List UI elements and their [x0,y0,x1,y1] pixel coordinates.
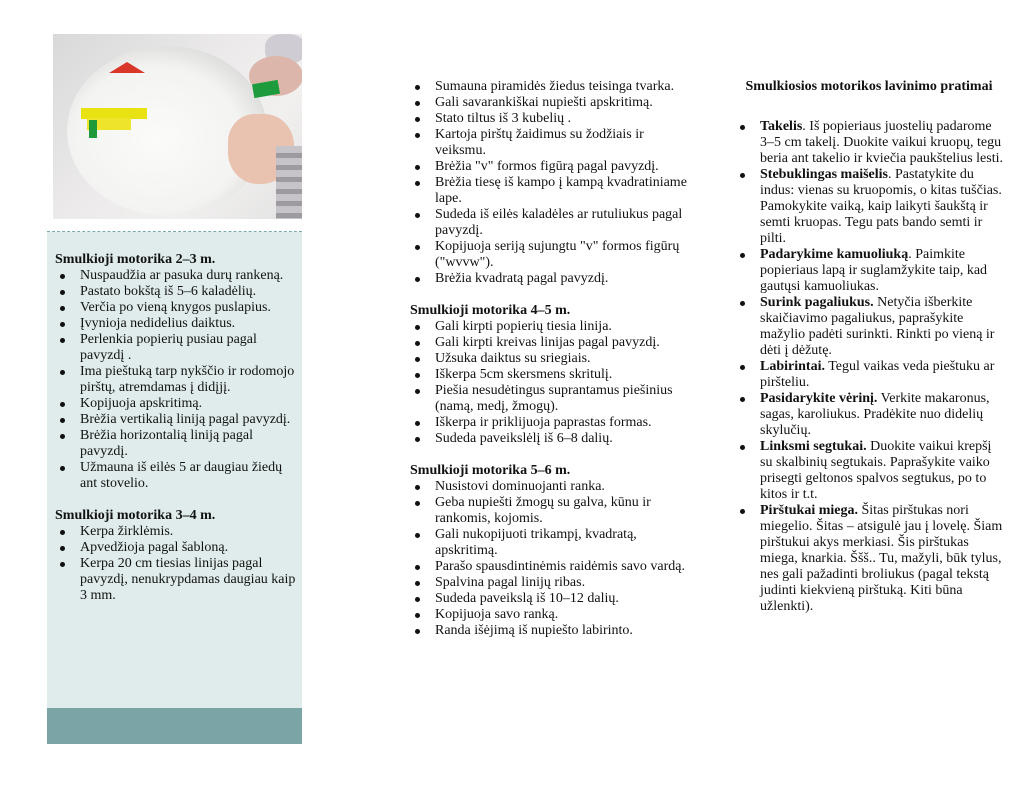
list-item: Gali savarankiškai nupiešti apskritimą. [410,95,690,111]
list-item: Kopijuoja seriją sujungtu "v" formos figūrų ("wvvw"). [410,239,690,271]
list-item: Kopijuoja savo ranką. [410,607,690,623]
exercise-item [735,503,1003,615]
exercise-name: Takelis [760,119,803,134]
list-item: Brėžia tiesę iš kampo į kampą kvadratiniame lape. [410,175,690,207]
list-item: Brėžia horizontalią liniją pagal pavyzdį. [55,428,296,460]
section-heading-5-6: Smulkioji motorika 5–6 m. [410,463,571,478]
list-item: Brėžia "v" formos figūrą pagal pavyzdį. [410,159,690,175]
exercise-item [735,439,1003,503]
exercise-sep: . [887,167,892,182]
exercise-text: Duokite vaikui krepšį su skalbinių segtukais. Paprašykite vaiko prisegti geltonos spalvos segtukus, po to kitos ir t.t. [760,439,992,502]
exercise-name: Pirštukai miega. [760,503,858,518]
exercise-text: Netyčia išberkite skaičiavimo pagaliukus, paprašykite mažylio padėti surinkti. Rinkti po vieną ir dėti į dėžutę. [760,295,995,358]
list-item: Gali kirpti popierių tiesia linija. [410,319,690,335]
exercise-text: Pastatykite du indus: vienas su kruopomis, o kitas tuščias. Pamokykite vaiką, kaip laikyti šaukštą ir semti kruopas. Tegu pats bando semti ir pilti. [760,167,1002,246]
list-item: Perlenkia popierių pusiau pagal pavyzdį . [55,332,296,364]
exercise-name: Surink pagaliukus. [760,295,874,310]
list-3-4 [55,524,296,604]
list-item: Nusistovi dominuojanti ranka. [410,479,690,495]
exercise-name: Stebuklingas maišelis [760,167,888,182]
list-item: Stato tiltus iš 3 kubelių . [410,111,690,127]
exercises-title: Smulkiosios motorikos lavinimo pratimai [745,79,993,94]
exercise-text: . Paimkite popieriaus lapą ir suglamžykite taip, kad gautųsi kamuoliukas. [760,247,988,294]
list-item: Iškerpa ir priklijuoja paprastas formas. [410,415,690,431]
exercise-name: Labirintai. [760,359,825,374]
list-item: Pastato bokštą iš 5–6 kaladėlių. [55,284,296,300]
list-item: Ima pieštuką tarp nykščio ir rodomojo pirštų, atremdamas į didįjį. [55,364,296,396]
list-item: Kerpa žirklėmis. [55,524,296,540]
exercise-item [735,119,1003,167]
exercise-name: Pasidarykite vėrinį. [760,391,878,406]
list-item: Užmauna iš eilės 5 ar daugiau žiedų ant stovelio. [55,460,296,492]
exercise-item [735,167,1003,247]
list-item: Sudeda iš eilės kaladėles ar rutuliukus pagal pavyzdį. [410,207,690,239]
section-heading-2-3: Smulkioji motorika 2–3 m. [55,252,216,267]
exercise-item [735,247,1003,295]
exercise-text: Šitas pirštukas nori miegelio. Šitas – atsigulė jau į lovelę. Šiam pirštukui akys merkiasi. Šis pirštukas miega, knarkia. Ššš.. Tu, mažyli, būk tylus, nes gali pažadinti broliukus (pagal tekstą judinti kiekvieną pirštuką. Kiti būna užlenkti). [760,503,1003,614]
list-item: Brėžia kvadratą pagal pavyzdį. [410,271,690,287]
exercise-text: Verkite makaronus, sagas, karoliukus. Pradėkite nuo didelių skylučių. [760,391,990,438]
list-item: Sumauna piramidės žiedus teisinga tvarka. [410,79,690,95]
list-item: Randa išėjimą iš nupiešto labirinto. [410,623,690,639]
exercise-item [735,391,1003,439]
list-item: Spalvina pagal linijų ribas. [410,575,690,591]
exercise-name: Linksmi segtukai. [760,439,867,454]
list-3-4-continued [410,79,690,287]
section-heading-4-5: Smulkioji motorika 4–5 m. [410,303,571,318]
list-item: Sudeda paveikslėlį iš 6–8 dalių. [410,431,690,447]
left-panel [47,232,302,708]
list-item: Kartoja pirštų žaidimus su žodžiais ir veiksmu. [410,127,690,159]
exercise-name: Padarykime kamuoliuką [760,247,909,262]
list-5-6 [410,479,690,639]
list-item: Įvynioja nedidelius daiktus. [55,316,296,332]
child-hands-plate-photo [53,34,302,219]
right-column [735,79,1003,615]
section-heading-3-4: Smulkioji motorika 3–4 m. [55,508,216,523]
list-item: Gali nukopijuoti trikampį, kvadratą, apskritimą. [410,527,690,559]
list-item: Parašo spausdintinėmis raidėmis savo vardą. [410,559,690,575]
list-item: Piešia nesudėtingus suprantamus piešinius (namą, medį, žmogų). [410,383,690,415]
exercise-item [735,359,1003,391]
list-4-5 [410,319,690,447]
list-2-3 [55,268,296,492]
exercise-item [735,295,1003,359]
list-item: Kerpa 20 cm tiesias linijas pagal pavyzdį, nenukrypdamas daugiau kaip 3 mm. [55,556,296,604]
list-item: Iškerpa 5cm skersmens skritulį. [410,367,690,383]
list-item: Apvedžioja pagal šabloną. [55,540,296,556]
panel-footer-bar [47,708,302,744]
exercise-text: Tegul vaikas veda pieštuku ar piršteliu. [760,359,995,390]
exercise-sep: . [802,119,806,134]
list-item: Sudeda paveikslą iš 10–12 dalių. [410,591,690,607]
exercise-text: Iš popieriaus juostelių padarome 3–5 cm takelį. Duokite vaikui kruopų, tegu beria ant takelio ir kviečia paukštelius lesti. [760,119,1003,166]
list-item: Nuspaudžia ar pasuka durų rankeną. [55,268,296,284]
list-item: Geba nupiešti žmogų su galva, kūnu ir rankomis, kojomis. [410,495,690,527]
list-item: Užsuka daiktus su sriegiais. [410,351,690,367]
list-item: Verčia po vieną knygos puslapius. [55,300,296,316]
exercises-list [735,119,1003,615]
list-item: Gali kirpti kreivas linijas pagal pavyzdį. [410,335,690,351]
middle-column [410,79,690,639]
list-item: Brėžia vertikalią liniją pagal pavyzdį. [55,412,296,428]
list-item: Kopijuoja apskritimą. [55,396,296,412]
